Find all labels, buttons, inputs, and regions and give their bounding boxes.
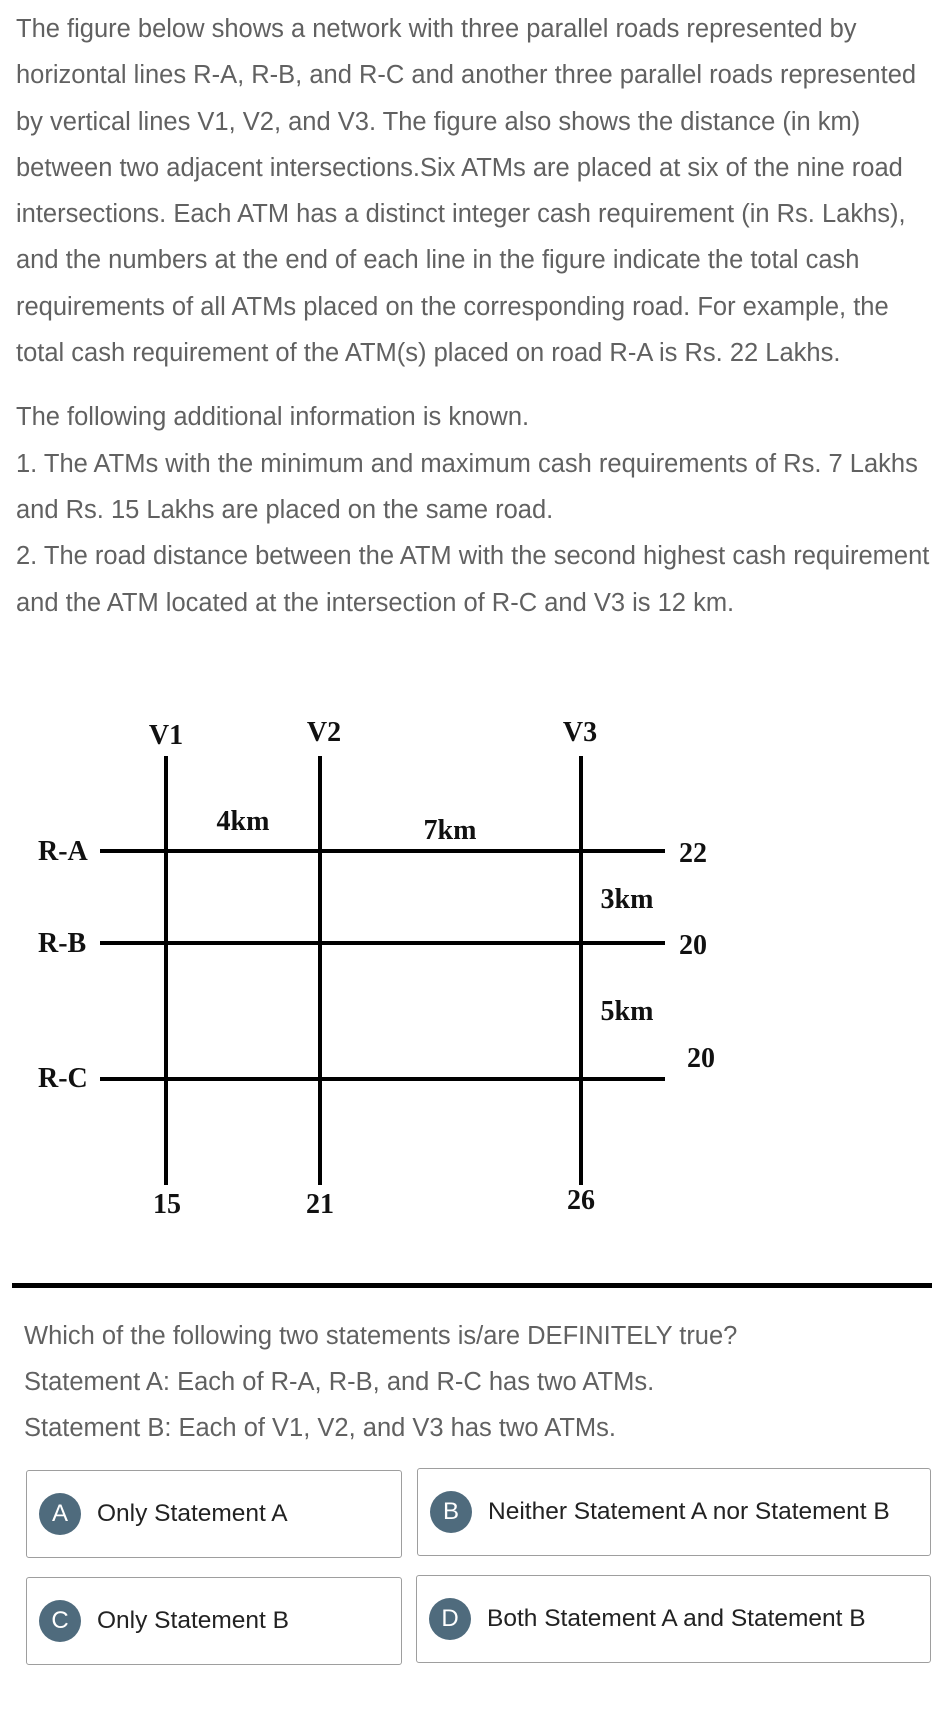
option-c-label: Only Statement B bbox=[97, 1607, 290, 1634]
statement-b: Statement B: Each of V1, V2, and V3 has two ATMs. bbox=[24, 1414, 617, 1442]
passage-paragraph: The figure below shows a network with three parallel roads represented by horizontal lines R-A, R-B, and R-C and another three parallel roads represented by vertical lines V1, V2, and V3. The figure also shows the distance (in km) between two adjacent intersections.Six ATMs are placed at six of the nine road intersections. Each ATM has a distinct integer cash requirement (in Rs. Lakhs), and the numbers at the end of each line in the figure indicate the total cash requirements of all ATMs placed on the corresponding road. For example, the total cash requirement of the ATM(s) placed on road R-A is Rs. 22 Lakhs. bbox=[16, 15, 917, 368]
option-d-badge: D bbox=[429, 1598, 471, 1640]
distance-v2-v3: 7km bbox=[423, 815, 477, 846]
road-rc-total: 20 bbox=[687, 1043, 715, 1074]
question-block bbox=[24, 1313, 924, 1451]
question-passage bbox=[16, 6, 936, 626]
road-rb-label: R-B bbox=[38, 928, 87, 959]
section-divider bbox=[12, 1283, 932, 1288]
option-d-label: Both Statement A and Statement B bbox=[487, 1605, 866, 1632]
info-item-2: 2. The road distance between the ATM with the second highest cash requirement and the ATM located at the intersection of R-C and V3 is 12 km. bbox=[16, 542, 930, 617]
distance-rb-rc: 5km bbox=[600, 996, 654, 1027]
road-rc-label: R-C bbox=[38, 1063, 88, 1094]
passage-intro: The following additional information is known. bbox=[16, 403, 530, 432]
question-prompt: Which of the following two statements is/are DEFINITELY true? bbox=[24, 1322, 738, 1350]
road-v2-label: V2 bbox=[306, 717, 342, 748]
road-network-diagram bbox=[0, 690, 948, 1250]
road-v3-label: V3 bbox=[562, 717, 598, 748]
option-a[interactable] bbox=[26, 1470, 402, 1558]
option-b[interactable] bbox=[417, 1468, 931, 1556]
road-v1-total: 15 bbox=[153, 1189, 181, 1220]
option-b-label: Neither Statement A nor Statement B bbox=[488, 1498, 890, 1525]
option-c[interactable] bbox=[26, 1577, 402, 1665]
road-rb-total: 20 bbox=[679, 930, 707, 961]
option-b-badge: B bbox=[430, 1491, 472, 1533]
distance-v1-v2: 4km bbox=[216, 806, 270, 837]
distance-ra-rb: 3km bbox=[600, 884, 654, 915]
option-d[interactable] bbox=[416, 1575, 931, 1663]
option-a-badge: A bbox=[39, 1493, 81, 1535]
statement-a: Statement A: Each of R-A, R-B, and R-C has two ATMs. bbox=[24, 1368, 655, 1396]
road-ra-label: R-A bbox=[38, 836, 88, 867]
road-v1-label: V1 bbox=[148, 720, 184, 751]
road-v2-total: 21 bbox=[306, 1189, 334, 1220]
option-c-badge: C bbox=[39, 1600, 81, 1642]
option-a-label: Only Statement A bbox=[97, 1500, 288, 1527]
road-ra-total: 22 bbox=[679, 838, 707, 869]
road-v3-total: 26 bbox=[567, 1185, 595, 1216]
road-network-figure bbox=[0, 690, 948, 1250]
info-item-1: 1. The ATMs with the minimum and maximum cash requirements of Rs. 7 Lakhs and Rs. 15 Lakhs are placed on the same road. bbox=[16, 449, 918, 524]
